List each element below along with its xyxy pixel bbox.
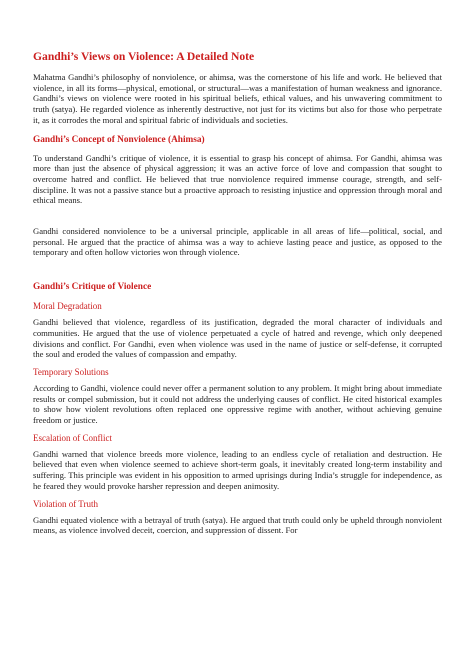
subheading-violation-of-truth: Violation of Truth	[33, 498, 98, 509]
subheading-temporary-solutions: Temporary Solutions	[33, 366, 109, 377]
document-title: Gandhi’s Views on Violence: A Detailed Note	[33, 50, 255, 63]
section-heading-critique: Gandhi’s Critique of Violence	[33, 282, 152, 293]
subheading-moral-degradation: Moral Degradation	[33, 301, 102, 312]
subheading-escalation-of-conflict: Escalation of Conflict	[33, 432, 112, 443]
intro-paragraph: Mahatma Gandhi’s philosophy of nonviolence, or ahimsa, was the cornerstone of his life and work. He believed that violence, in all its forms—physical, emotional, or structural—was a manifestation of human weakness and ignorance. Gandhi’s views on violence were rooted in his spiritual beliefs, ethical values, and his unwavering commitment to truth (satya). He regarded violence as inherently destructive, not just for its victims but also for those who perpetrate it, as it corrodes the moral and spiritual fabric of individuals and societies.	[33, 72, 442, 125]
ahimsa-paragraph-1: To understand Gandhi’s critique of violence, it is essential to grasp his concept of ahimsa. For Gandhi, ahimsa was more than just the absence of physical aggression; it was an active force of love and compassion that sought to overcome hatred and conflict. He believed that true nonviolence required immense courage, strength, and self-discipline. It was not a passive stance but a proactive approach to resisting injustice and oppression through moral and ethical means.	[33, 152, 442, 206]
escalation-paragraph: Gandhi warned that violence breeds more violence, leading to an endless cycle of retaliation and destruction. He believed that even when violence seemed to achieve short-term goals, it inevitably created long-term instability and suffering. This principle was evident in his opposition to armed uprisings during India’s struggle for independence, as he feared they would provoke harsher repression and deepen animosity.	[33, 448, 442, 491]
ahimsa-paragraph-2: Gandhi considered nonviolence to be a universal principle, applicable in all areas of life—political, social, and personal. He argued that the practice of ahimsa was a way to achieve lasting peace and justice, as opposed to the temporary and often hollow victories won through violence.	[33, 226, 442, 258]
violation-of-truth-paragraph: Gandhi equated violence with a betrayal of truth (satya). He argued that truth could only be upheld through nonviolent means, as violence involved deceit, coercion, and suppression of dissent. For	[33, 514, 442, 536]
temporary-solutions-paragraph: According to Gandhi, violence could never offer a permanent solution to any problem. It might bring about immediate results or compel submission, but it could not address the underlying causes of conflict. He cited historical examples to show how violent revolutions often replaced one oppressive regime with another, without achieving genuine freedom or justice.	[33, 382, 442, 426]
document-body	[33, 50, 442, 542]
section-heading-ahimsa: Gandhi’s Concept of Nonviolence (Ahimsa)	[33, 134, 205, 145]
moral-degradation-paragraph: Gandhi believed that violence, regardless of its justification, degraded the moral character of individuals and communities. He argued that the use of violence perpetuated a cycle of hatred and revenge, which only deepened divisions and conflict. For Gandhi, even when violence was used in the name of justice or self-defense, it corrupted the soul and eroded the values of compassion and empathy.	[33, 317, 442, 360]
